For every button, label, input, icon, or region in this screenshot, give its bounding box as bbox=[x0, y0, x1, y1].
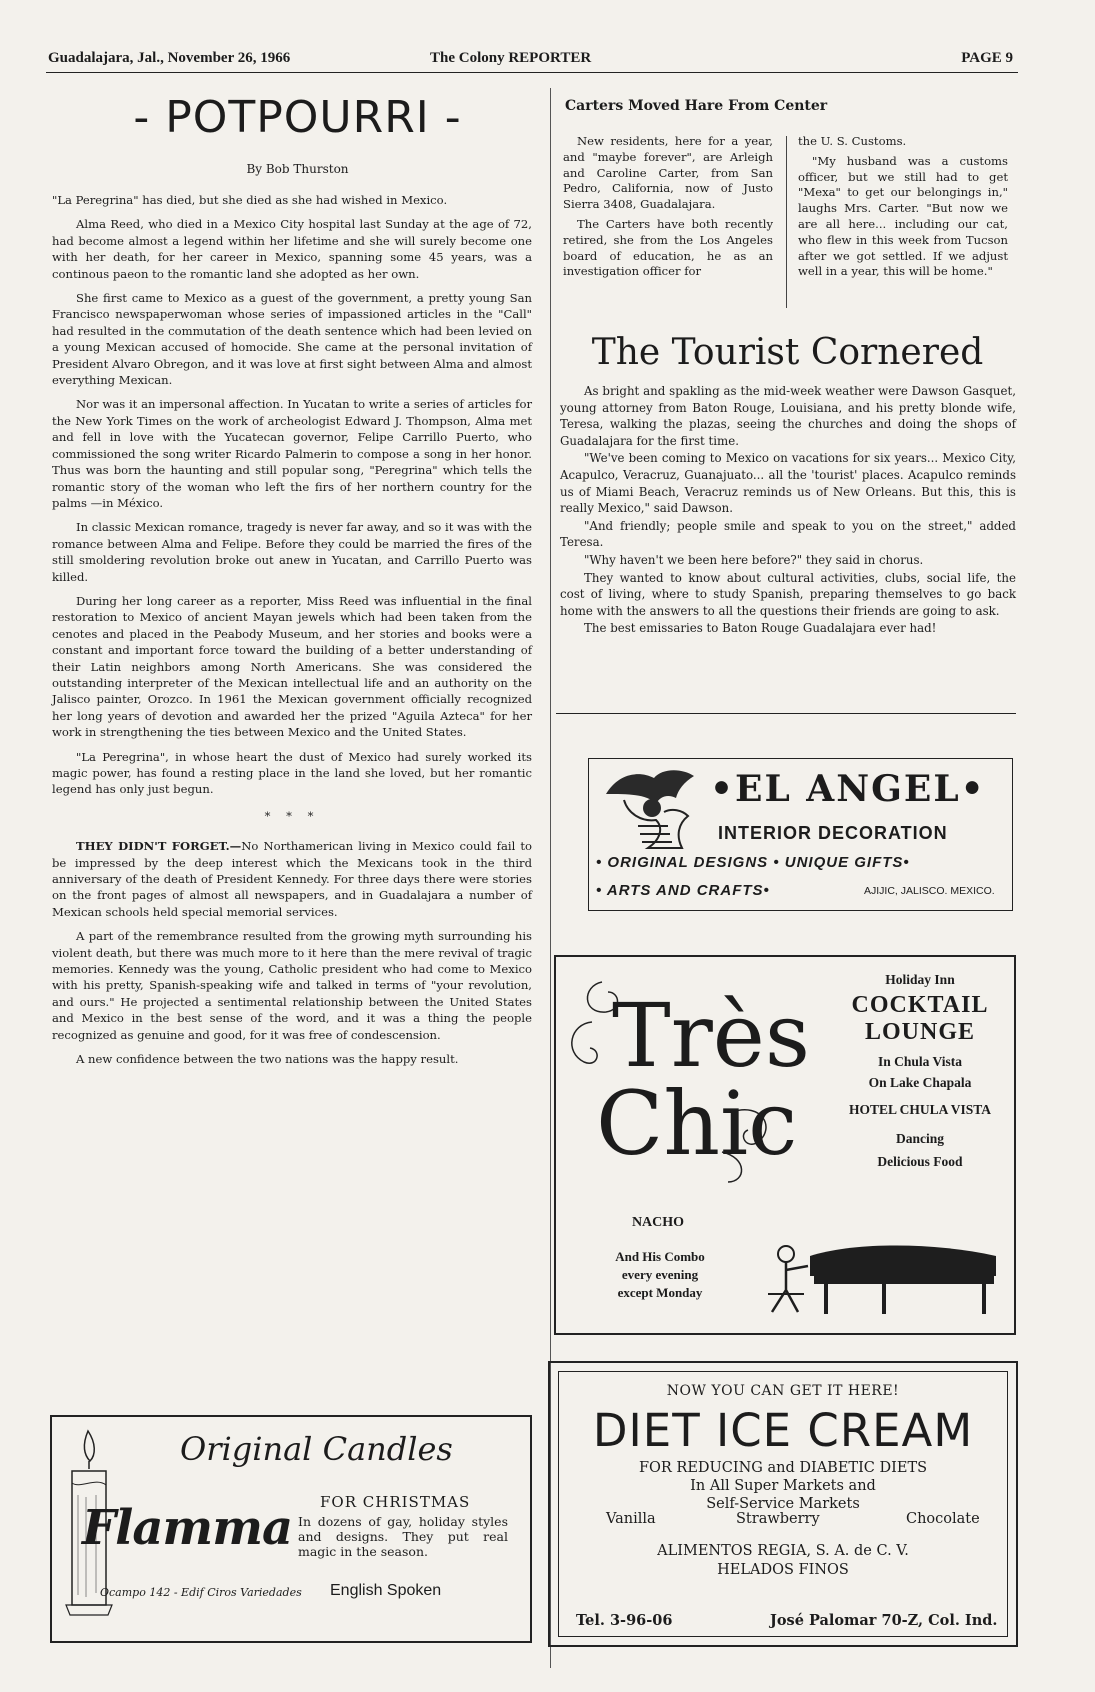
tres-word: Très bbox=[612, 984, 810, 1087]
piano-player-icon bbox=[764, 1216, 1004, 1320]
tourist-article bbox=[560, 383, 1016, 638]
header-rule bbox=[46, 72, 1018, 73]
diet-title: DIET ICE CREAM bbox=[592, 1404, 974, 1457]
potpourri-article bbox=[52, 192, 532, 1076]
el-angel-line3: • ARTS AND CRAFTS• bbox=[596, 882, 770, 899]
carters-paragraph: "My husband was a customs officer, but we still had to get "Mexa" to get our belongings in," laughs Mrs. Carter. "But now we are all here... including our cat, who flew in this week from Tucson after we got settled. If we adjust well in a year, this will be home." bbox=[798, 153, 1008, 279]
carters-paragraph: the U. S. Customs. bbox=[798, 134, 907, 148]
tourist-paragraph: They wanted to know about cultural activities, clubs, social life, the cost of living, where to study Spanish, preparing themselves to go back home with the answers to all the questions their friends are going to ask. bbox=[560, 570, 1016, 618]
combo-3: except Monday bbox=[617, 1285, 703, 1300]
section-stars: * * * bbox=[264, 808, 320, 823]
candles-title: Original Candles bbox=[180, 1430, 453, 1468]
now-headline: NOW YOU CAN GET IT HERE! bbox=[666, 1383, 900, 1399]
food: Delicious Food bbox=[877, 1154, 963, 1169]
diet-in-2: Self-Service Markets bbox=[706, 1496, 860, 1512]
el-angel-address: AJIJIC, JALISCO. MEXICO. bbox=[864, 885, 995, 897]
article-paragraph: "La Peregrina", in whose heart the dust of Mexico had surely worked its magic power, has found a resting place in the land she loved, but her romantic legend has only just begun. bbox=[52, 749, 532, 797]
carters-divider bbox=[786, 136, 787, 308]
tourist-paragraph: "Why haven't we been here before?" they said in chorus. bbox=[584, 552, 924, 567]
flavor-chocolate: Chocolate bbox=[906, 1511, 980, 1527]
tourist-paragraph: The best emissaries to Baton Rouge Guadalajara ever had! bbox=[584, 621, 937, 636]
article-paragraph: "La Peregrina" has died, but she died as she had wished in Mexico. bbox=[52, 193, 448, 207]
angel-icon bbox=[598, 764, 706, 856]
byline: By Bob Thurston bbox=[246, 162, 349, 176]
flamma-logo: Flamma bbox=[82, 1500, 293, 1556]
article-paragraph: A new confidence between the two nations was the happy result. bbox=[76, 1052, 459, 1067]
diet-for: FOR REDUCING and DIABETIC DIETS bbox=[638, 1460, 928, 1476]
dancing: Dancing bbox=[895, 1131, 944, 1146]
carters-paragraph: New residents, here for a year, and "maybe forever", are Arleigh and Caroline Carter, from San Pedro, California, now of Justo Sierra 3408, Guadalajara. bbox=[563, 134, 773, 212]
paper-name: The Colony REPORTER bbox=[430, 50, 592, 66]
carters-col2 bbox=[798, 134, 1008, 284]
article-paragraph: During her long career as a reporter, Miss Reed was influential in the final restoration to Mexico of ancient Mayan jewels which had been taken from the cenotes and placed in the Peabody Museum, and her stories and books were a constant and important force toward the building of a better understanding of their Latin neighbors among North Americans. She was considered the outstanding interpreter of the Mexican intellectual life and an authority on the Jalisco painter, Orozco. In 1961 the Mexican government officially recognized her long years of devotion and awarded her the prized "Aguila Azteca" for her work in strengthening the ties between Mexico and the United States. bbox=[52, 593, 532, 740]
el-angel-name: •EL ANGEL• bbox=[710, 768, 986, 810]
flavor-vanilla: Vanilla bbox=[606, 1511, 656, 1527]
article-paragraph bbox=[52, 838, 532, 920]
combo-1: And His Combo bbox=[615, 1249, 705, 1264]
location-2: On Lake Chapala bbox=[868, 1075, 972, 1090]
page-header bbox=[48, 50, 1013, 74]
tourist-paragraph: "And friendly; people smile and speak to you on the street," added Teresa. bbox=[560, 518, 1016, 550]
article-paragraph: A part of the remembrance resulted from the growing myth surrounding his violent death, but there was much more to it here than the mere revival of tragic memories. Kennedy was the young, Catholic president who had come to Mexico with his pretty, Spanish-speaking wife and talked in terms of "your revolution, and ours." He projected a sentimental relationship between the United States and Mexico in the best sense of the word, and it was a thing the people recognized as genuine and good, for it was free of condescension. bbox=[52, 929, 532, 1042]
tourist-title: The Tourist Cornered bbox=[591, 332, 984, 373]
carters-col1 bbox=[563, 134, 773, 284]
candles-for: FOR CHRISTMAS bbox=[320, 1493, 471, 1511]
nacho: NACHO bbox=[631, 1215, 685, 1230]
potpourri-title: - POTPOURRI - bbox=[133, 92, 462, 143]
flavor-strawberry: Strawberry bbox=[736, 1511, 820, 1527]
el-angel-line2: • ORIGINAL DESIGNS • UNIQUE GIFTS• bbox=[596, 854, 910, 871]
lounge: LOUNGE bbox=[864, 1019, 975, 1045]
diet-in-1: In All Super Markets and bbox=[690, 1478, 876, 1494]
combo-2: every evening bbox=[621, 1267, 699, 1282]
carters-paragraph: The Carters have both recently retired, she from the Los Angeles board of education, he as an investigation officer for bbox=[563, 216, 773, 279]
section-rule bbox=[556, 713, 1016, 714]
location-1: In Chula Vista bbox=[877, 1054, 963, 1069]
tourist-paragraph: "We've been coming to Mexico on vacations for six years... Mexico City, Acapulco, Veracruz, Guanajuato... all the 'tourist' places. Acapulco reminds us of Miami Beach, Veracruz reminds us of New Orleans. But this, this is really Mexico," said Dawson. bbox=[560, 451, 1016, 516]
company-name: ALIMENTOS REGIA, S. A. de C. V. bbox=[657, 1543, 909, 1559]
el-angel-line1: INTERIOR DECORATION bbox=[718, 823, 948, 843]
holiday-inn: Holiday Inn bbox=[885, 972, 955, 987]
article-paragraph: She first came to Mexico as a guest of the government, a pretty young San Francisco newspaperwoman whose series of impassioned articles in the "Call" had resulted in the commutation of the death sentence which had been levied on a young Mexican accused of homocide. She came at the personal invitation of President Alvaro Obregon, and it was love at first sight between Alma and almost everything Mexican. bbox=[52, 291, 532, 388]
page-number: PAGE 9 bbox=[961, 50, 1013, 66]
article-paragraph: Alma Reed, who died in a Mexico City hospital last Sunday at the age of 72, had become almost a legend within her lifetime and she will surely become one with her death, for her career in Mexico, spanning some 45 years, was a continous paeon to the romantic land she adopted as her own. bbox=[52, 217, 532, 281]
english-spoken: English Spoken bbox=[330, 1582, 442, 1599]
diet-address: José Palomar 70-Z, Col. Ind. bbox=[770, 1612, 998, 1629]
helados-finos: HELADOS FINOS bbox=[717, 1562, 849, 1578]
forget-text: No Northamerican living in Mexico could fail to be impressed by the deep interest which the Mexicans took in the third anniversary of the death of President Kennedy. For three days there were stories on the front pages of almost all newspapers, and in Guadalajara a number of Mexican schools held special memorial services. bbox=[52, 839, 532, 919]
carters-title: Carters Moved Hare From Center bbox=[565, 98, 828, 114]
hotel-name: HOTEL CHULA VISTA bbox=[848, 1102, 992, 1117]
article-paragraph: Nor was it an impersonal affection. In Yucatan to write a series of articles for the New York Times on the work of archeologist Edward J. Thompson, Alma met and fell in love with the Yucatecan governor, Felipe Carrillo Puerto, who commissioned the song writer Ricardo Palmerin to compose a song in her honor. Thus was born the haunting and still popular song, "Peregrina" which tells the romantic story of the woman who left the firs of her northern country for the palms —in México. bbox=[52, 397, 532, 510]
article-paragraph: In classic Mexican romance, tragedy is never far away, and so it was with the romance between Alma and Felipe. Before they could be married the fires of the still smoldering revolution broke out anew in Yucatan, and Carrillo Puerto was killed. bbox=[52, 520, 532, 584]
forget-lead: THEY DIDN'T FORGET.— bbox=[76, 839, 242, 854]
diet-telephone: Tel. 3-96-06 bbox=[576, 1612, 673, 1629]
cocktail: COCKTAIL bbox=[851, 992, 989, 1018]
candles-description: In dozens of gay, holiday styles and designs. They put real magic in the season. bbox=[298, 1514, 508, 1559]
candles-address: Ocampo 142 - Edif Ciros Variedades bbox=[100, 1586, 302, 1599]
tourist-paragraph: As bright and spakling as the mid-week weather were Dawson Gasquet, young attorney from Baton Rouge, Louisiana, and his pretty blonde wife, Teresa, walking the plazas, seeing the churches and doing the shops of Guadalajara for the first time. bbox=[560, 384, 1016, 448]
dateline: Guadalajara, Jal., November 26, 1966 bbox=[48, 50, 291, 66]
chic-word: Chic bbox=[596, 1072, 798, 1175]
